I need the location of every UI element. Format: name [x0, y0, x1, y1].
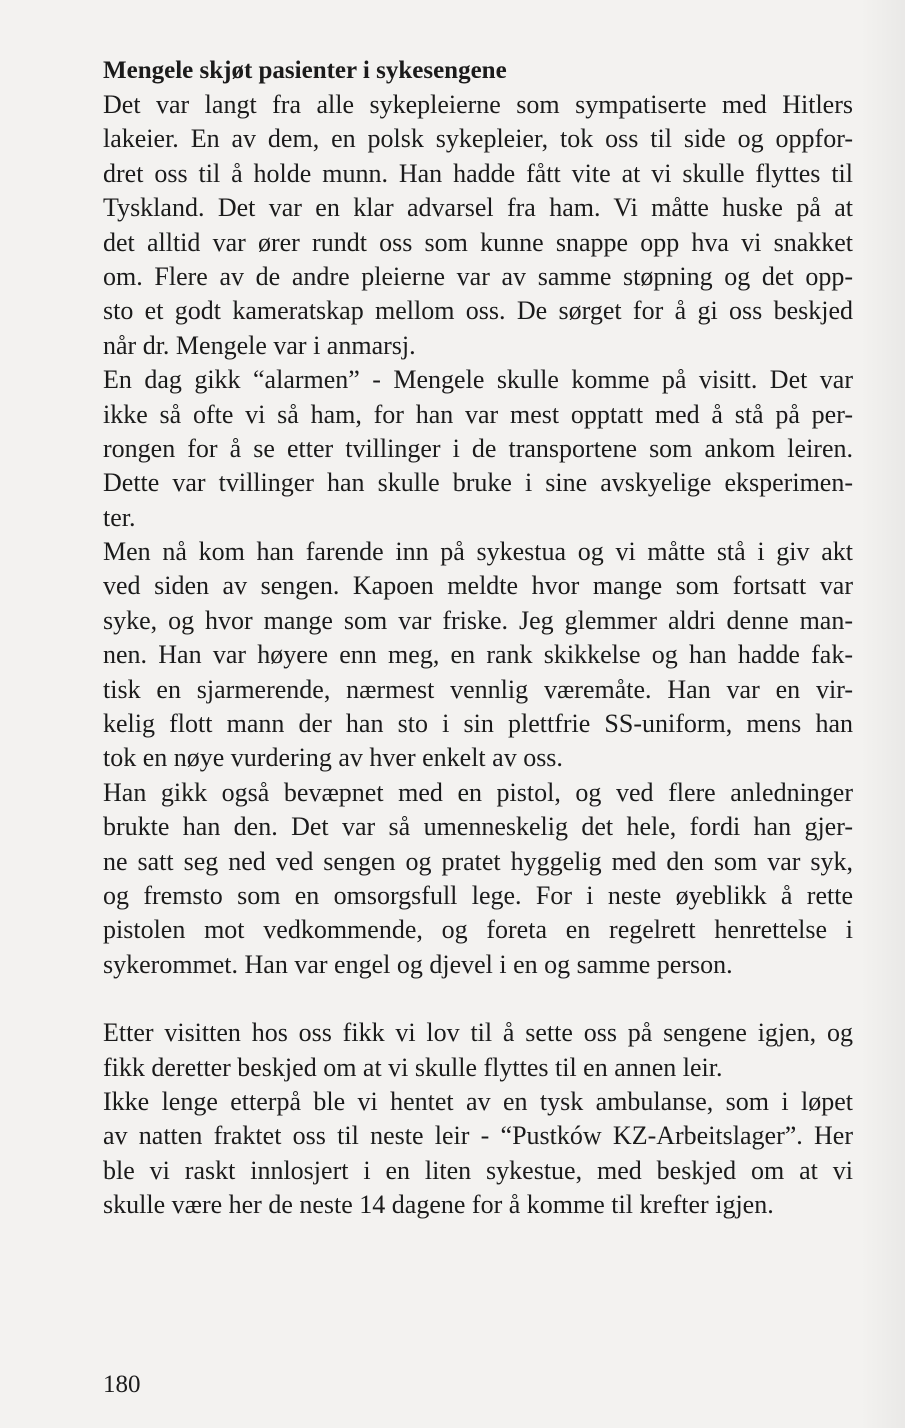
text-line: det alltid var ører rundt oss som kunne snappe opp hva vi snakket [103, 227, 853, 257]
text-line: syke, og hvor mange som var friske. Jeg glemmer aldri denne man- [103, 605, 853, 635]
text-line: sto et godt kameratskap mellom oss. De sørget for å gi oss beskjed [103, 296, 853, 326]
text-line: Men nå kom han farende inn på sykestua og vi måtte stå i giv akt [103, 537, 853, 567]
text-line: dret oss til å holde munn. Han hadde fått vite at vi skulle flyttes til [103, 158, 853, 188]
paragraph-gap [103, 982, 853, 1016]
paragraph [103, 88, 853, 363]
paragraph [103, 363, 853, 535]
text-line: rongen for å se etter tvillinger i de transportene som ankom leiren. [103, 433, 853, 463]
text-line: ved siden av sengen. Kapoen meldte hvor mange som fortsatt var [103, 571, 853, 601]
text-line: av natten fraktet oss til neste leir - “Pustków KZ-Arbeitslager”. Her [103, 1121, 853, 1151]
text-line: Han gikk også bevæpnet med en pistol, og ved flere anledninger [103, 777, 853, 807]
text-line: lakeier. En av dem, en polsk sykepleier, tok oss til side og oppfor- [103, 124, 853, 154]
paragraph [103, 1016, 853, 1085]
text-line: brukte han den. Det var så umenneskelig det hele, fordi han gjer- [103, 812, 853, 842]
text-line: Tyskland. Det var en klar advarsel fra ham. Vi måtte huske på at [103, 193, 853, 223]
text-line: ble vi raskt innlosjert i en liten sykestue, med beskjed om at vi [103, 1155, 853, 1185]
paragraph [103, 776, 853, 982]
text-line: kelig flott mann der han sto i sin plettfrie SS-uniform, mens han [103, 709, 853, 739]
text-line: ne satt seg ned ved sengen og pratet hyggelig med den som var syk, [103, 846, 853, 876]
text-line: Det var langt fra alle sykepleierne som sympatiserte med Hitlers [103, 90, 853, 119]
text-line: tisk en sjarmerende, nærmest vennlig væremåte. Han var en vir- [103, 674, 853, 704]
text-line: nen. Han var høyere enn meg, en rank skikkelse og han hadde fak- [103, 640, 853, 670]
text-line: Etter visitten hos oss fikk vi lov til å sette oss på sengene igjen, og [103, 1018, 853, 1048]
section-heading: Mengele skjøt pasienter i sykesengene [103, 57, 507, 84]
text-line: og fremsto som en omsorgsfull lege. For i neste øyeblikk å rette [103, 880, 853, 910]
text-line: når dr. Mengele var i anmarsj. [103, 330, 416, 360]
paragraph [103, 1085, 853, 1223]
text-line: pistolen mot vedkommende, og foreta en regelrett henrettelse i [103, 915, 853, 945]
text-line: skulle være her de neste 14 dagene for å komme til krefter igjen. [103, 1190, 774, 1220]
text-line: Dette var tvillinger han skulle bruke i sine avskyelige eksperimen- [103, 468, 853, 498]
text-line: ikke så ofte vi så ham, for han var mest opptatt med å stå på per- [103, 399, 853, 429]
text-line: fikk deretter beskjed om at vi skulle flyttes til en annen leir. [103, 1052, 723, 1082]
page-text-block [103, 54, 853, 1223]
text-line: Ikke lenge etterpå ble vi hentet av en tysk ambulanse, som i løpet [103, 1086, 853, 1116]
text-line: ter. [103, 502, 136, 532]
paragraphs-container [103, 88, 853, 1223]
page-number: 180 [103, 1371, 141, 1398]
text-line: om. Flere av de andre pleierne var av samme støpning og det opp- [103, 261, 853, 291]
text-line: tok en nøye vurdering av hver enkelt av oss. [103, 743, 563, 773]
text-line: En dag gikk “alarmen” - Mengele skulle komme på visitt. Det var [103, 365, 853, 395]
text-line: sykerommet. Han var engel og djevel i en og samme person. [103, 949, 733, 979]
paragraph [103, 535, 853, 776]
